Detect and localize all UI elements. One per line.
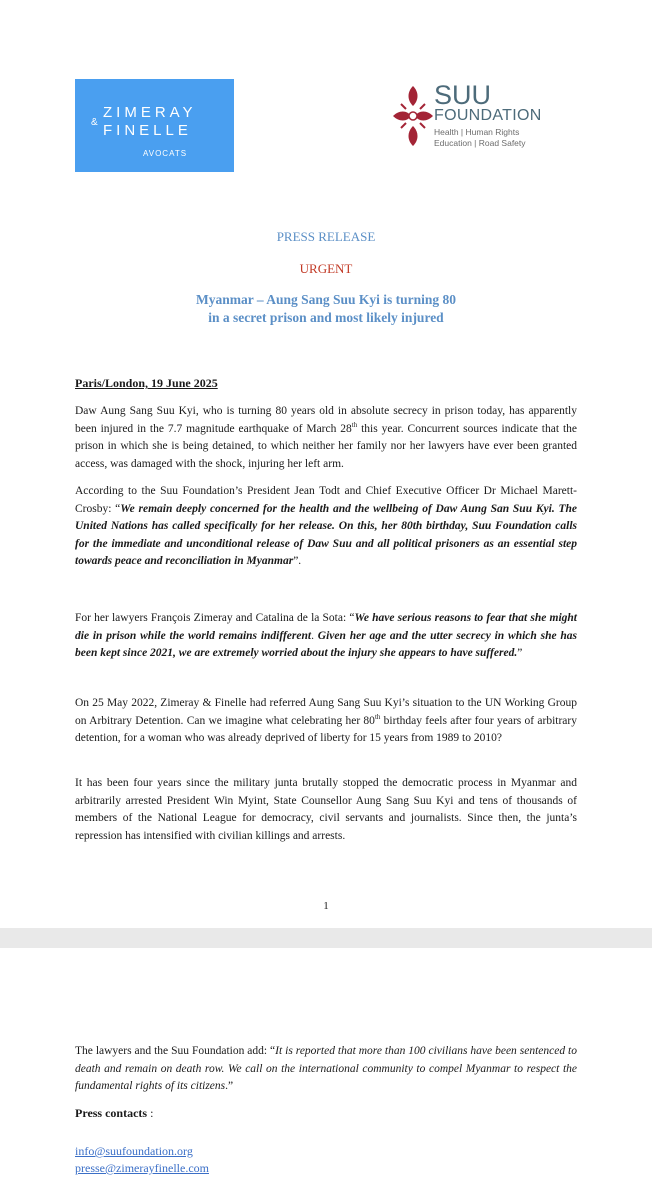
- paragraph-1-text-cont: this year. Concurrent sources indicate that the prison in which she is being detained, to which neither her family nor her lawyers have ever been granted access, was damaged with the shock, injuring her left arm.: [75, 422, 577, 470]
- logo-text-finelle: FINELLE: [103, 122, 192, 139]
- paragraph-3-quote-2: Given her age and the utter secrecy in which she has been kept since 2021, we are extremely worried about the injury she appears to have suffered.: [75, 629, 578, 659]
- headline-line-1: Myanmar – Aung Sang Suu Kyi is turning 80: [195, 292, 457, 307]
- logo-text-zimeray: ZIMERAY: [103, 104, 197, 121]
- logo-tagline-1: Health | Human Rights: [434, 127, 520, 137]
- paragraph-3-separator: .: [311, 629, 318, 642]
- page-number: 1: [323, 900, 329, 912]
- logo-text-foundation: FOUNDATION: [434, 107, 542, 124]
- email-link-suu-foundation[interactable]: info@suufoundation.org: [75, 1144, 193, 1158]
- paragraph-6-intro: The lawyers and the Suu Foundation add: “: [75, 1045, 276, 1057]
- ordinal-suffix: th: [374, 712, 381, 721]
- paragraph-2-quote: We remain deeply concerned for the health and the wellbeing of Daw Aung San Suu Kyi. The United Nations has called specifically for her release. On this, her 80th birthday, Suu Foundation calls for the immediate and unconditional release of Daw Suu and all political prisoners as an essential step towards peace and reconciliation in Myanmar: [75, 502, 577, 567]
- paragraph-4: [75, 695, 577, 748]
- dateline: Paris/London, 19 June 2025: [75, 376, 218, 390]
- paragraph-2-close: ”.: [293, 555, 302, 567]
- paragraph-1-text: Daw Aung Sang Suu Kyi, who is turning 80 years old in absolute secrecy in prison today, has apparently been injured in the 7.7 magnitude earthquake of March 28: [75, 405, 577, 435]
- zimeray-finelle-logo: [75, 79, 234, 172]
- paragraph-3: [75, 610, 577, 663]
- document-page-2: [0, 948, 652, 1200]
- paragraph-3-close: ”: [517, 647, 523, 659]
- paragraph-4-text-cont: birthday feels after four years of arbitrary detention, for a woman who was already deprived of liberty for 15 years from 1989 to 2010?: [75, 714, 577, 744]
- paragraph-2-intro: According to the Suu Foundation’s President Jean Todt and Chief Executive Officer Dr Michael Marett- Crosby: “: [75, 485, 577, 515]
- press-release-label: PRESS RELEASE: [276, 229, 376, 244]
- paragraph-6-quote: It is reported that more than 100 civilians have been sentenced to death and remain on death row. We call on the international community to compel Myanmar to respect the fundamental rights of its citizens: [75, 1045, 577, 1092]
- paragraph-1: [75, 403, 577, 473]
- paragraph-6-close: .”: [225, 1080, 234, 1092]
- paragraph-5: It has been four years since the military junta brutally stopped the democratic process in Myanmar and arbitrarily arrested President Win Myint, State Counsellor Aung Sang Suu Kyi and tens of thousands of members of the National League for democracy, civil servants and journalists. Since then, the junta’s repression has intensified with civilian killings and arrests.: [75, 777, 577, 842]
- press-contacts-label: Press contacts: [75, 1106, 148, 1120]
- suu-emblem-icon: [392, 84, 434, 148]
- paragraph-2: [75, 483, 577, 571]
- press-contacts-heading: [75, 1106, 153, 1121]
- paragraph-6: [75, 1043, 577, 1096]
- logo-text-suu: SUU: [434, 80, 492, 110]
- logo-tagline-2: Education | Road Safety: [434, 138, 526, 148]
- urgent-label: URGENT: [299, 261, 353, 276]
- paragraph-3-intro: For her lawyers François Zimeray and Catalina de la Sota: “: [75, 612, 355, 624]
- ordinal-suffix: th: [351, 420, 358, 429]
- headline-line-2: in a secret prison and most likely injured: [208, 310, 444, 325]
- press-contacts-colon: :: [147, 1106, 154, 1120]
- paragraph-3-quote-1: We have serious reasons to fear that she might die in prison while the world remains indifferent: [75, 612, 577, 642]
- paragraph-4-text: On 25 May 2022, Zimeray & Finelle had referred Aung Sang Suu Kyi’s situation to the UN Working Group on Arbitrary Detention. Can we imagine what celebrating her 80: [75, 697, 577, 727]
- logo-ampersand: &: [91, 117, 98, 128]
- email-link-zimeray-finelle[interactable]: presse@zimerayfinelle.com: [75, 1161, 209, 1175]
- logo-text-avocats: AVOCATS: [143, 149, 188, 158]
- suu-foundation-logo: [392, 80, 582, 152]
